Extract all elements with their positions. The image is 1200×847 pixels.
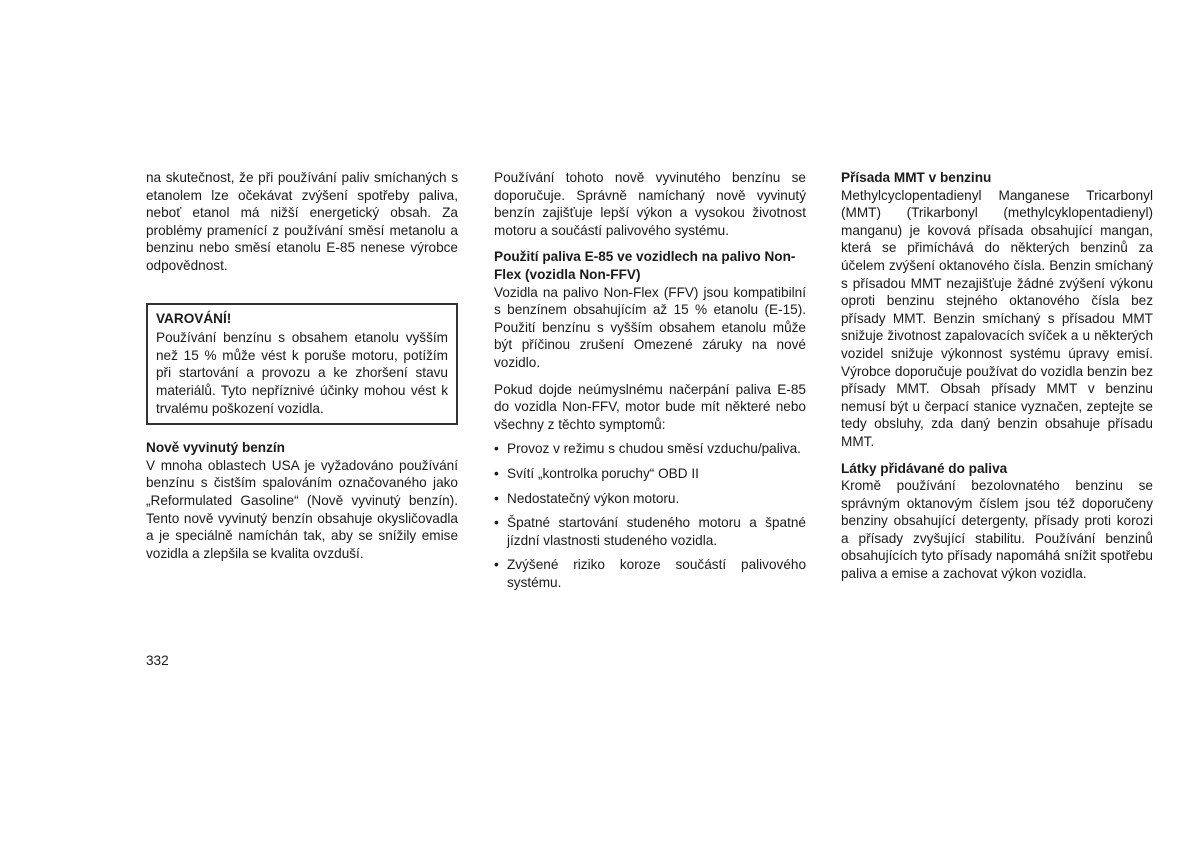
column-right — [841, 169, 1153, 583]
list-item: • Svítí „kontrolka poruchy“ OBD II — [494, 465, 699, 481]
additives-section — [841, 460, 1153, 583]
bullet-icon: • — [494, 515, 499, 531]
new-fuel-text: V mnoha oblastech USA je vyžadováno používání benzínu s čistším spalováním označovaného jako „Reformulated Gasoline“ (Nově vyvinutý benzín). Tento nově vyvinutý benzín obsahuje okysličovadla a je speciálně namíchán tak, aby se snížily emise vozidla a zlepšila se kvalita ovzduší. — [146, 457, 458, 561]
bullet-icon: • — [494, 490, 499, 506]
mmt-heading: Přísada MMT v benzinu — [841, 170, 992, 185]
list-item: • Provoz v režimu s chudou směsí vzduchu/paliva. — [494, 441, 801, 457]
bullet-icon: • — [494, 557, 499, 573]
e85-heading: Použití paliva E-85 ve vozidlech na palivo Non-Flex (vozidla Non-FFV) — [494, 249, 796, 282]
list-item: • Zvýšené riziko koroze součástí palivového systému. — [494, 557, 806, 590]
reformulated-paragraph: Používání tohoto nově vyvinutého benzínu se doporučuje. Správně namíchaný nově vyvinutý benzín zajišťuje lepší výkon a vysokou životnost motoru a součástí palivového systému. — [494, 170, 806, 238]
intro-paragraph: na skutečnost, že při používání paliv smíchaných s etanolem lze očekávat zvýšení spotřeby paliva, neboť etanol má nižší energetický obsah. Za problémy pramenící z používání směsí metanolu a benzinu nebo směsí etanolu E-85 nenese výrobce odpovědnost. — [146, 170, 458, 273]
new-fuel-section — [146, 439, 458, 562]
list-item: • Nedostatečný výkon motoru. — [494, 490, 680, 506]
new-fuel-heading: Nově vyvinutý benzín — [146, 440, 285, 456]
column-left — [146, 169, 458, 562]
warning-box — [146, 303, 458, 426]
bullet-icon: • — [494, 465, 499, 481]
mmt-text: Methylcyclopentadienyl Manganese Tricarbonyl (MMT) (Trikarbonyl (methylcyklopentadienyl) manganu) je kovová přísada obsahující mangan, která se přimíchává do některých benzinů za účelem zvýšení oktanového čísla. Benzin smíchaný s přísadou MMT nezajišťuje žádné zvýšení výkonu oproti benzinu stejného oktanového čísla bez přísady MMT. Benzin smíchaný s přísadou MMT snižuje životnost zapalovacích svíček a u některých vozidel snižuje výkonnost systému úpravy emisí. Výrobce doporučuje používat do vozidla benzin bez přísady MMT. Obsah přísady MMT v benzinu nemusí být u čerpací stanice vyznačen, zeptejte se tedy obsluhy, zda daný benzin obsahuje přísadu MMT. — [841, 187, 1153, 449]
symptoms-intro: Pokud dojde neúmyslnému načerpání paliva E-85 do vozidla Non-FFV, motor bude mít některé nebo všechny z těchto symptomů: — [494, 381, 806, 432]
bullet-icon: • — [494, 441, 499, 457]
e85-section — [494, 248, 806, 371]
e85-text: Vozidla na palivo Non-Flex (FFV) jsou kompatibilní s benzínem obsahujícím až 15 % etanolu (E-15). Použití benzínu s vyšším obsahem etanolu může být příčinou zrušení Omezené záruky na nové vozidlo. — [494, 284, 806, 370]
symptoms-list — [494, 440, 806, 591]
column-middle — [494, 169, 806, 591]
additives-heading: Látky přidávané do paliva — [841, 460, 1008, 476]
list-item: • Špatné startování studeného motoru a špatné jízdní vlastnosti studeného vozidla. — [494, 515, 806, 548]
mmt-section — [841, 169, 1153, 451]
page-number: 332 — [146, 653, 169, 668]
additives-text: Kromě používání bezolovnatého benzinu se správným oktanovým číslem jsou též doporučeny benziny obsahující detergenty, přísady proti korozi a přísady zvyšující stabilitu. Používání benzinů obsahujících tyto přísady napomáhá snížit spotřebu paliva a emise a zachovat výkon vozidla. — [841, 478, 1153, 582]
warning-title: VAROVÁNÍ! — [156, 310, 232, 326]
warning-text: Používání benzínu s obsahem etanolu vyšším než 15 % může vést k poruše motoru, potížím při startování a provozu a ke zhoršení stavu materiálů. Tyto nepříznivé účinky mohou vést k trvalému poškození vozidla. — [156, 330, 448, 416]
